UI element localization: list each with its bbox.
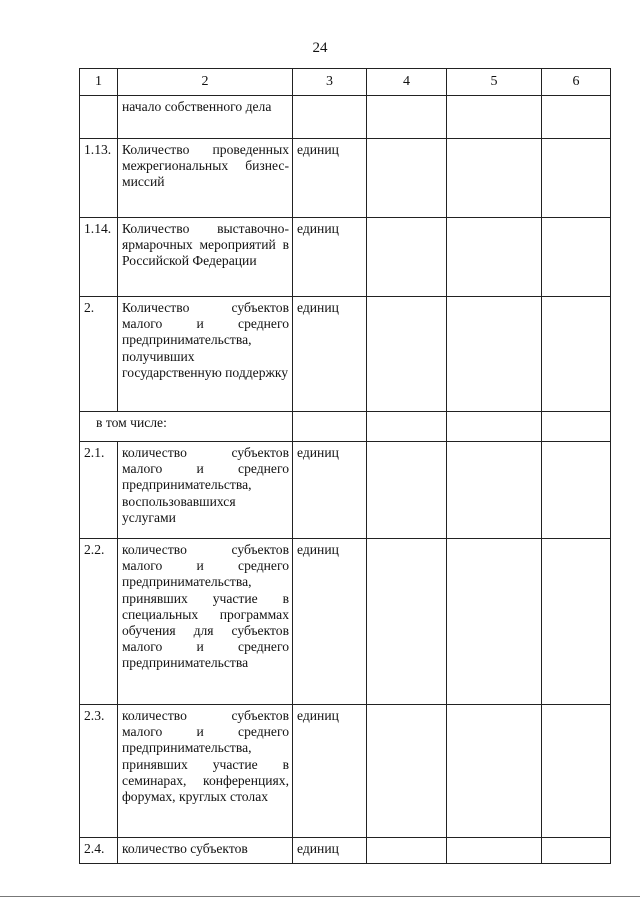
- table-row: [80, 297, 611, 412]
- value-cell: [447, 412, 542, 442]
- indicator-table: [79, 68, 611, 864]
- row-number: 2.1.: [80, 442, 118, 539]
- row-number: 1.14.: [80, 218, 118, 297]
- table-row: [80, 218, 611, 297]
- unit-cell: единиц: [293, 539, 367, 705]
- unit-cell: единиц: [293, 297, 367, 412]
- row-number: [80, 96, 118, 139]
- value-cell: [447, 297, 542, 412]
- unit-cell: единиц: [293, 442, 367, 539]
- page-number: 24: [312, 40, 328, 56]
- column-header: 3: [293, 69, 367, 96]
- indicator-name: количество субъектов малого и среднего предпринимательства, воспользовавшихся услугами: [118, 442, 293, 539]
- value-cell: [542, 705, 611, 838]
- unit-cell: единиц: [293, 139, 367, 218]
- value-cell: [367, 705, 447, 838]
- table-row: [80, 412, 611, 442]
- column-header: 2: [118, 69, 293, 96]
- value-cell: [542, 218, 611, 297]
- value-cell: [542, 442, 611, 539]
- table-row: [80, 139, 611, 218]
- indicator-name: количество субъектов: [118, 838, 293, 864]
- value-cell: [367, 838, 447, 864]
- indicator-name: начало собственного дела: [118, 96, 293, 139]
- value-cell: [447, 539, 542, 705]
- table-row: [80, 442, 611, 539]
- row-number: 2.2.: [80, 539, 118, 705]
- column-header: 1: [80, 69, 118, 96]
- value-cell: [367, 412, 447, 442]
- row-number: 2.3.: [80, 705, 118, 838]
- value-cell: [542, 838, 611, 864]
- table-row: [80, 539, 611, 705]
- value-cell: [542, 139, 611, 218]
- table-header-row: [80, 69, 611, 96]
- value-cell: [367, 442, 447, 539]
- column-header: 4: [367, 69, 447, 96]
- row-number: 2.4.: [80, 838, 118, 864]
- indicator-name: Количество выставочно-ярмарочных мероприятий в Российской Федерации: [118, 218, 293, 297]
- value-cell: [367, 297, 447, 412]
- value-cell: [542, 539, 611, 705]
- unit-cell: единиц: [293, 705, 367, 838]
- column-header: 5: [447, 69, 542, 96]
- value-cell: [542, 297, 611, 412]
- value-cell: [367, 539, 447, 705]
- table-row: [80, 838, 611, 864]
- value-cell: [542, 412, 611, 442]
- indicator-name: количество субъектов малого и среднего предпринимательства, принявших участие в семинарах, конференциях, форумах, круглых столах: [118, 705, 293, 838]
- section-label: в том числе:: [80, 412, 293, 442]
- indicator-name: количество субъектов малого и среднего предпринимательства, принявших участие в специальных программах обучения для субъектов малого и среднего предпринимательства: [118, 539, 293, 705]
- column-header: 6: [542, 69, 611, 96]
- value-cell: [367, 96, 447, 139]
- value-cell: [542, 96, 611, 139]
- row-number: 2.: [80, 297, 118, 412]
- value-cell: [447, 705, 542, 838]
- row-number: 1.13.: [80, 139, 118, 218]
- unit-cell: [293, 412, 367, 442]
- unit-cell: единиц: [293, 218, 367, 297]
- page-edge-line: [0, 896, 640, 897]
- indicator-name: Количество проведенных межрегиональных бизнес-миссий: [118, 139, 293, 218]
- table-row: [80, 705, 611, 838]
- value-cell: [447, 442, 542, 539]
- value-cell: [367, 139, 447, 218]
- indicator-name: Количество субъектов малого и среднего предпринимательства, получивших государственную поддержку: [118, 297, 293, 412]
- unit-cell: единиц: [293, 838, 367, 864]
- table-row: [80, 96, 611, 139]
- value-cell: [447, 218, 542, 297]
- value-cell: [367, 218, 447, 297]
- value-cell: [447, 96, 542, 139]
- unit-cell: [293, 96, 367, 139]
- value-cell: [447, 838, 542, 864]
- value-cell: [447, 139, 542, 218]
